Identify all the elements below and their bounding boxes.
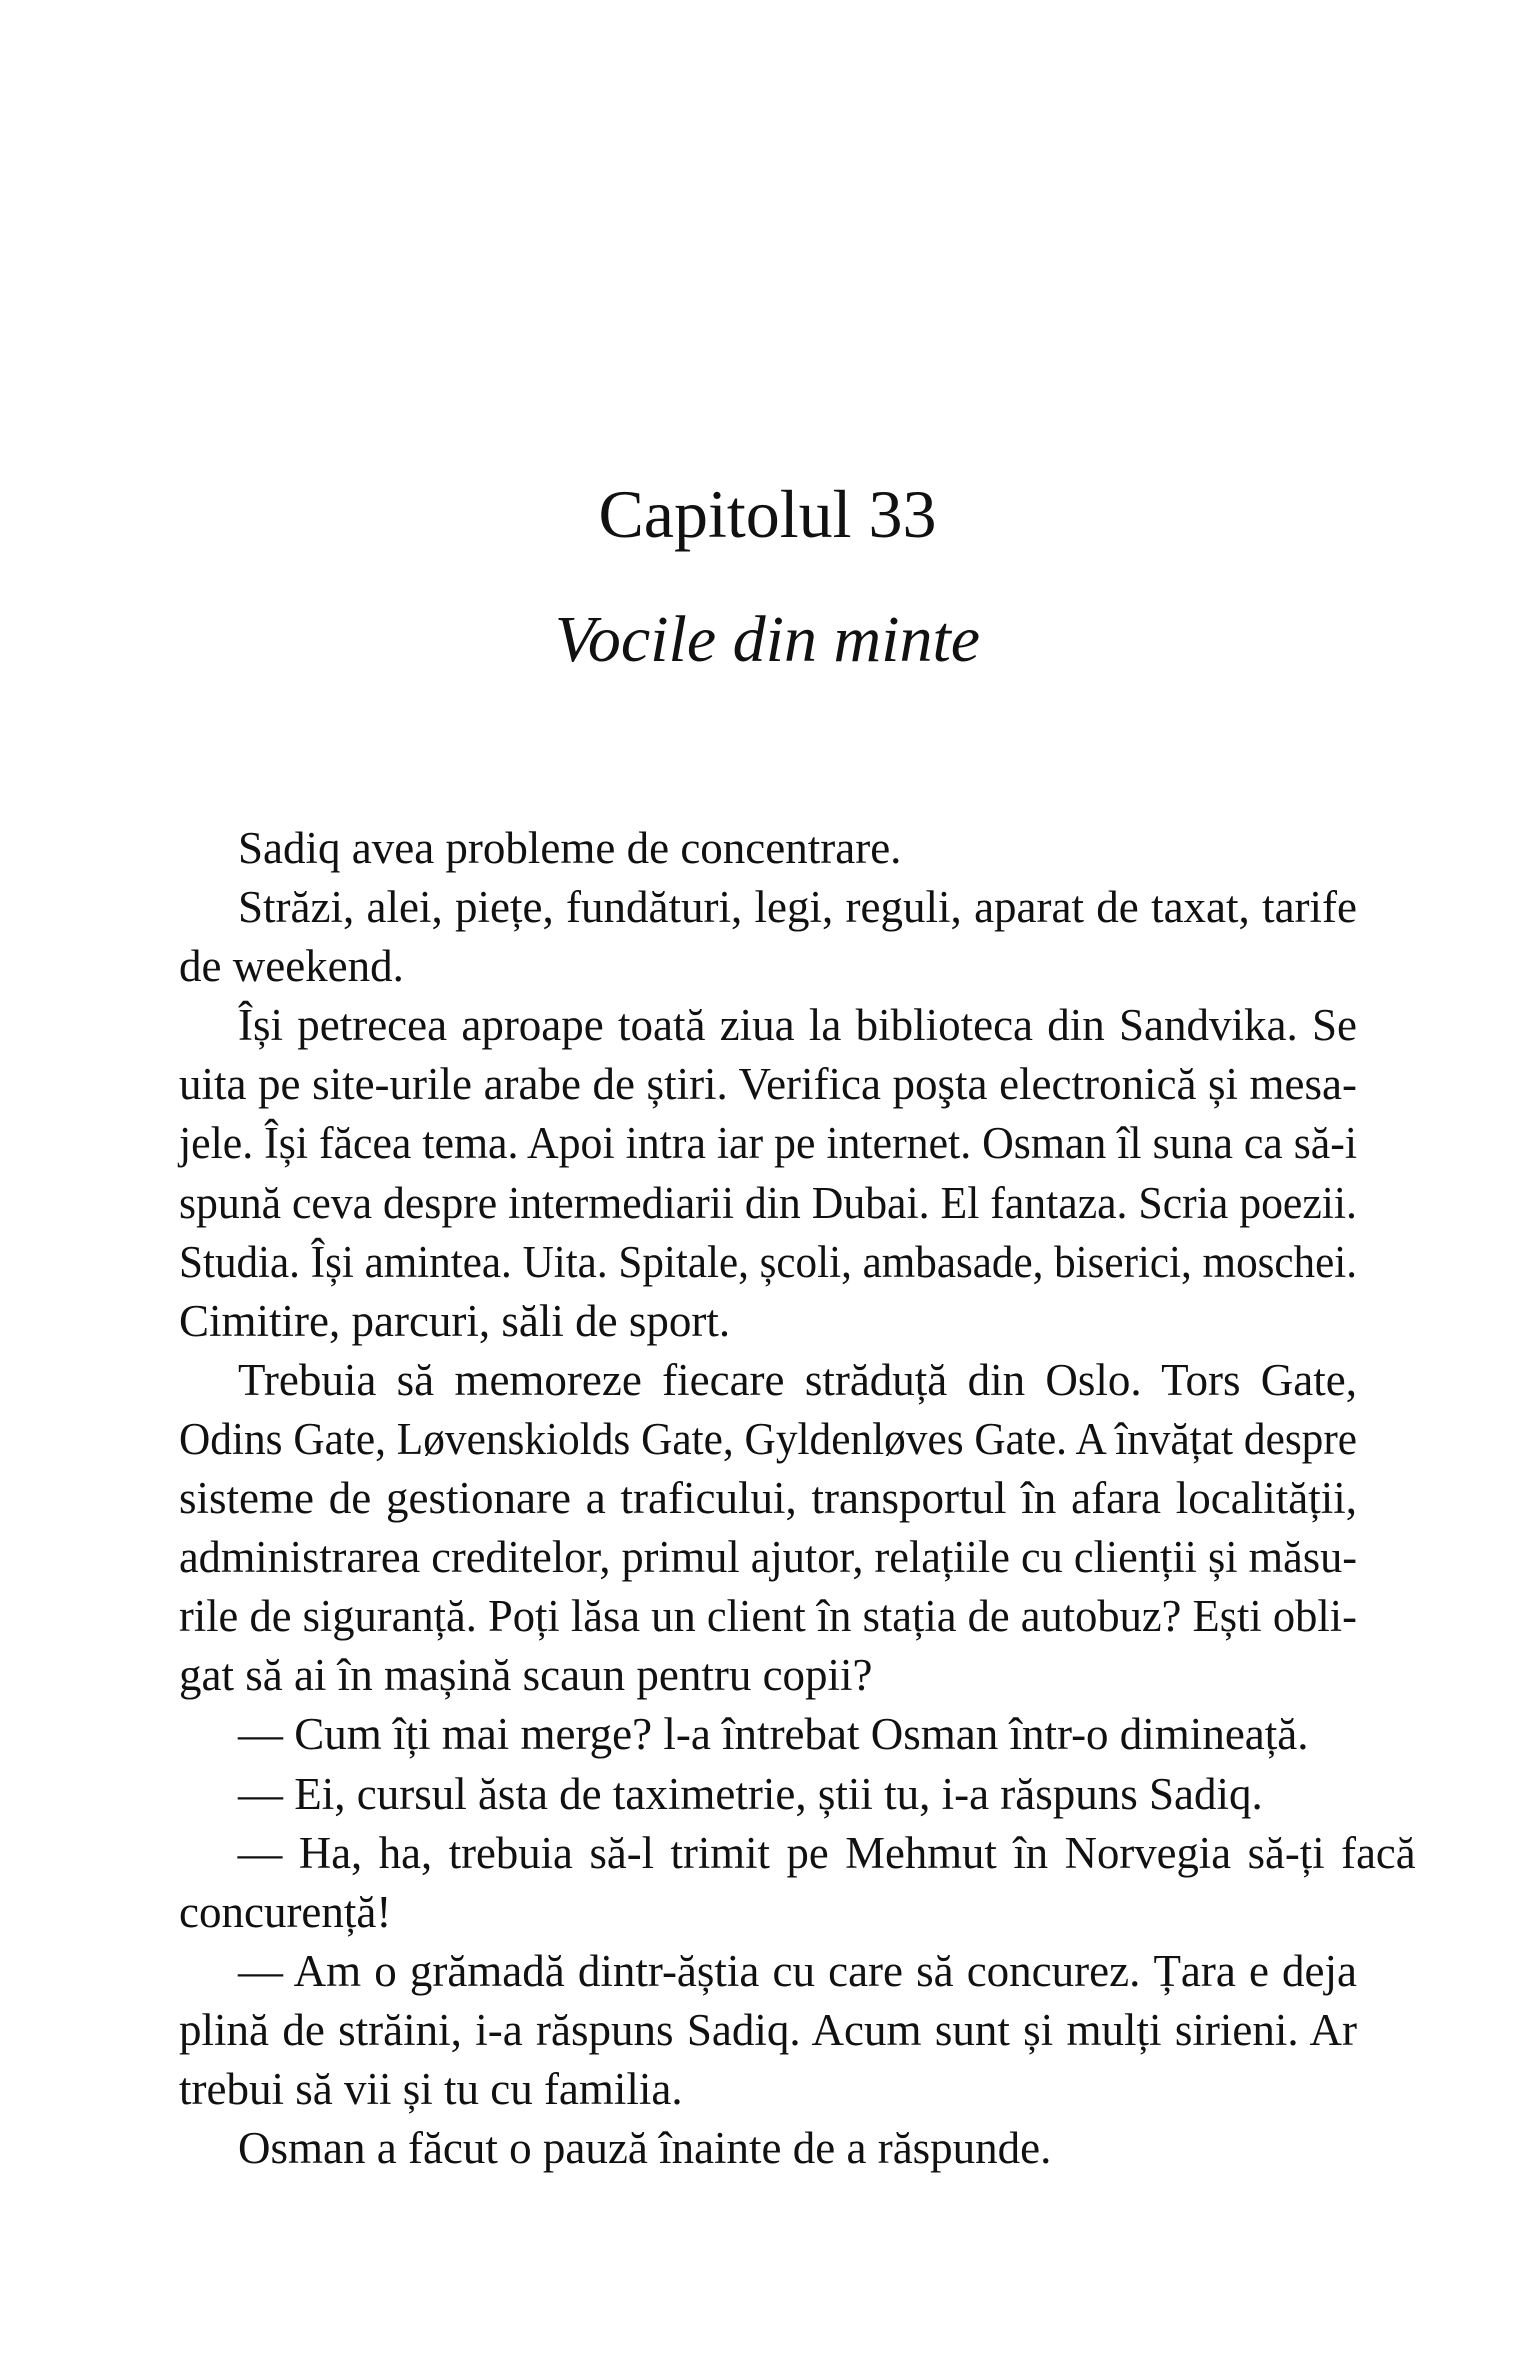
text-line: Trebuia să memoreze fiecare străduță din Oslo. Tors Gate, [238,1354,1357,1405]
text-line: rile de siguranță. Poți lăsa un client în stația de autobuz? Ești obli- [179,1591,1357,1642]
dialogue-paragraph [179,1824,1416,1942]
paragraph [179,819,1357,878]
paragraph [179,2119,1357,2178]
text-line: Își petrecea aproape toată ziua la biblioteca din Sandvika. Se [238,1000,1357,1051]
text-line: — Ei, cursul ăsta de taximetrie, știi tu, i-a răspuns Sadiq. [238,1768,1263,1819]
text-line: gat să ai în mașină scaun pentru copii? [179,1650,873,1701]
text-line: de weekend. [179,941,404,992]
text-line: — Ha, ha, trebuia să-l trimit pe Mehmut în Norvegia să-ți facă [237,1827,1416,1878]
text-line: jele. Își făcea tema. Apoi intra iar pe internet. Osman îl suna ca să-i [179,1118,1357,1169]
text-line: spună ceva despre intermediarii din Dubai. El fantaza. Scria poezii. [179,1177,1357,1228]
text-line: — Am o grămadă dintr-ăștia cu care să concurez. Țara e deja [238,1945,1357,1996]
text-line: administrarea creditelor, primul ajutor, relațiile cu clienții și măsu- [179,1532,1357,1583]
paragraph [179,1351,1357,1706]
text-line: — Cum îți mai merge? l-a întrebat Osman într-o dimineață. [238,1709,1309,1760]
text-line: uita pe site-urile arabe de știri. Verifica poşta electronică și mesa- [179,1059,1357,1110]
chapter-number: Capitolul 33 [598,476,937,552]
text-line: Sadiq avea probleme de concentrare. [238,823,902,873]
text-line: Odins Gate, Løvenskiolds Gate, Gyldenløves Gate. A învățat despre [179,1413,1357,1464]
chapter-body [179,819,1416,2178]
text-line: sisteme de gestionare a traficului, transportul în afara localității, [179,1473,1357,1524]
text-line: Osman a făcut o pauză înainte de a răspunde. [238,2123,1052,2174]
text-line: Cimitire, parcuri, săli de sport. [179,1295,731,1346]
dialogue-paragraph [179,1942,1357,2119]
dialogue-paragraph [179,1705,1357,1764]
text-line: Studia. Își amintea. Uita. Spitale, școli, ambasade, biserici, moschei. [179,1236,1357,1287]
paragraph [179,996,1357,1351]
dialogue-paragraph [179,1765,1357,1824]
text-line: trebui să vii și tu cu familia. [179,2063,683,2114]
chapter-title: Vocile din minte [554,603,981,676]
text-line: concurență! [179,1886,392,1937]
paragraph [179,878,1357,996]
text-line: Străzi, alei, piețe, fundături, legi, reguli, aparat de taxat, tarife [238,882,1357,933]
text-line: plină de străini, i-a răspuns Sadiq. Acum sunt și mulți sirieni. Ar [179,2004,1357,2055]
